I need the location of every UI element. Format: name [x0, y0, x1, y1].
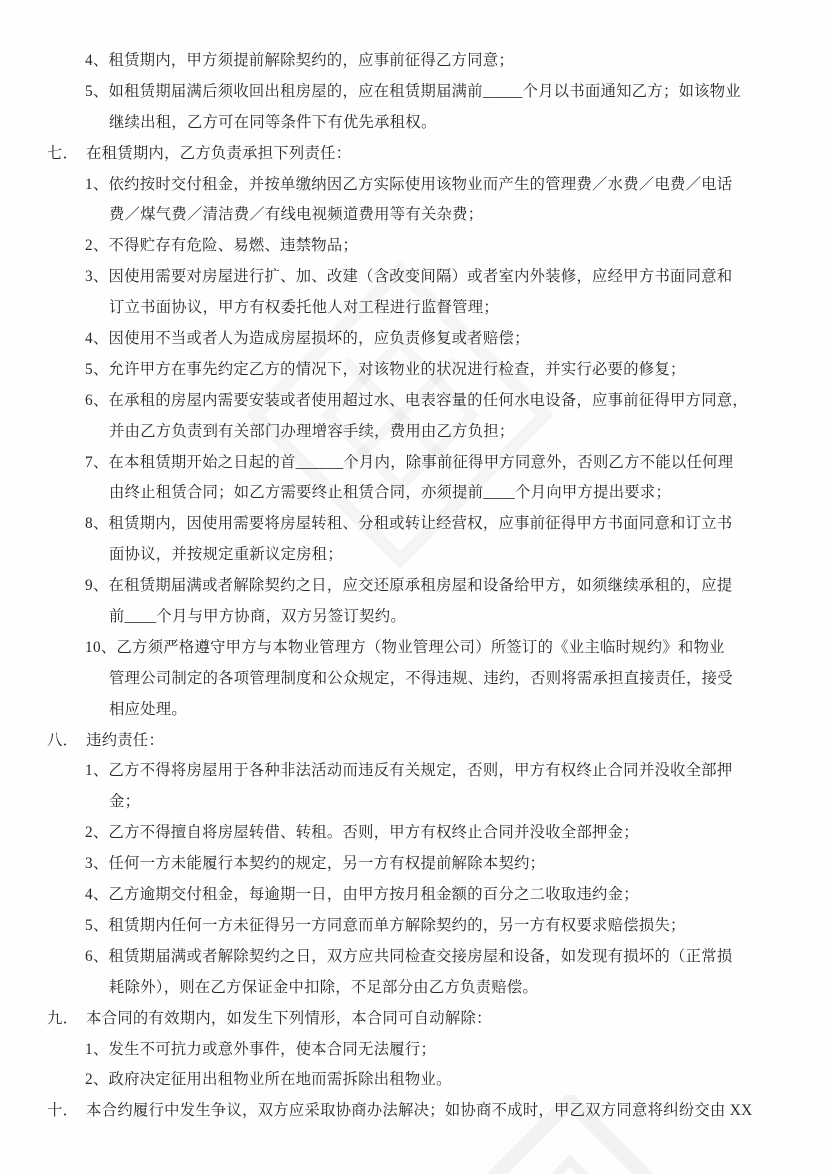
clause-continuation: 耗除外），则在乙方保证金中扣除，不足部分由乙方负责赔偿。 [109, 978, 539, 996]
clause-item: 2、政府决定征用出租物业所在地而需拆除出租物业。 [85, 1071, 452, 1089]
clause-item: 1、依约按时交付租金，并按单缴纳因乙方实际使用该物业而产生的管理费／水费／电费／电话 [85, 175, 733, 193]
clause-continuation: 并由乙方负责到有关部门办理增容手续，费用由乙方负担； [109, 422, 515, 440]
clause-item: 6、在承租的房屋内需要安装或者使用超过水、电表容量的任何水电设备，应事前征得甲方同意， [85, 391, 749, 409]
section-heading: 十． 本合约履行中发生争议，双方应采取协商办法解决；如协商不成时，甲乙双方同意将纠纷交由 XX [47, 1102, 753, 1120]
clause-item: 5、如租赁期届满后须收回出租房屋的，应在租赁期届满前_____个月以书面通知乙方；如该物业 [85, 82, 741, 100]
clause-continuation: 由终止租赁合同；如乙方需要终止租赁合同，亦须提前____个月向甲方提出要求； [109, 484, 672, 502]
clause-item: 2、乙方不得擅自将房屋转借、转租。否则，甲方有权终止合同并没收全部押金； [85, 824, 639, 842]
clause-item: 8、租赁期内，因使用需要将房屋转租、分租或转让经营权，应事前征得甲方书面同意和订立书 [85, 515, 733, 533]
clause-continuation: 管理公司制定的各项管理制度和公众规定，不得违规、违约，否则将需承担直接责任，接受 [109, 669, 733, 687]
clause-item: 5、允许甲方在事先约定乙方的情况下，对该物业的状况进行检查，并实行必要的修复； [85, 360, 686, 378]
clause-item: 2、不得贮存有危险、易燃、违禁物品； [85, 237, 359, 255]
clause-item: 4、乙方逾期交付租金，每逾期一日，由甲方按月租金额的百分之二收取违约金； [85, 886, 639, 904]
clause-item: 1、发生不可抗力或意外事件，使本合同无法履行； [85, 1040, 437, 1058]
clause-continuation: 相应处理。 [109, 700, 187, 718]
clause-continuation: 面协议，并按规定重新议定房租； [109, 546, 343, 564]
clause-item: 3、因使用需要对房屋进行扩、加、改建（含改变间隔）或者室内外装修，应经甲方书面同意和 [85, 268, 733, 286]
clause-continuation: 继续出租，乙方可在同等条件下有优先承租权。 [109, 113, 437, 131]
section-heading: 八． 违约责任： [47, 731, 165, 749]
clause-item: 5、租赁期内任何一方未征得另一方同意而单方解除契约的，另一方有权要求赔偿损失； [85, 916, 686, 934]
section-heading: 七． 在租赁期内，乙方负责承担下列责任： [47, 144, 352, 162]
clause-item: 6、租赁期届满或者解除契约之日，双方应共同检查交接房屋和设备，如发现有损坏的（正常损 [85, 947, 733, 965]
clause-continuation: 金； [109, 793, 141, 811]
clause-item: 9、在租赁期届满或者解除契约之日，应交还原承租房屋和设备给甲方，如须继续承租的，应提 [85, 577, 733, 595]
clause-item: 4、租赁期内，甲方须提前解除契约的，应事前征得乙方同意； [85, 52, 515, 69]
clause-continuation: 费／煤气费／清洁费／有线电视频道费用等有关杂费； [109, 206, 484, 224]
clause-item: 1、乙方不得将房屋用于各种非法活动而违反有关规定，否则，甲方有权终止合同并没收全部押 [85, 762, 733, 780]
clause-item: 10、乙方须严格遵守甲方与本物业管理方（物业管理公司）所签订的《业主临时规约》和物业 [85, 638, 725, 656]
clause-item: 3、任何一方未能履行本契约的规定，另一方有权提前解除本契约； [85, 855, 546, 873]
clause-item: 7、在本租赁期开始之日起的首______个月内，除事前征得甲方同意外，否则乙方不能以任何理 [85, 453, 734, 471]
clause-item: 4、因使用不当或者人为造成房屋损坏的，应负责修复或者赔偿； [85, 330, 530, 348]
clause-continuation: 前____个月与甲方协商，双方另签订契约。 [109, 608, 406, 626]
section-heading: 九． 本合同的有效期内，如发生下列情形，本合同可自动解除： [47, 1009, 492, 1027]
clause-continuation: 订立书面协议，甲方有权委托他人对工程进行监督管理； [109, 299, 499, 317]
